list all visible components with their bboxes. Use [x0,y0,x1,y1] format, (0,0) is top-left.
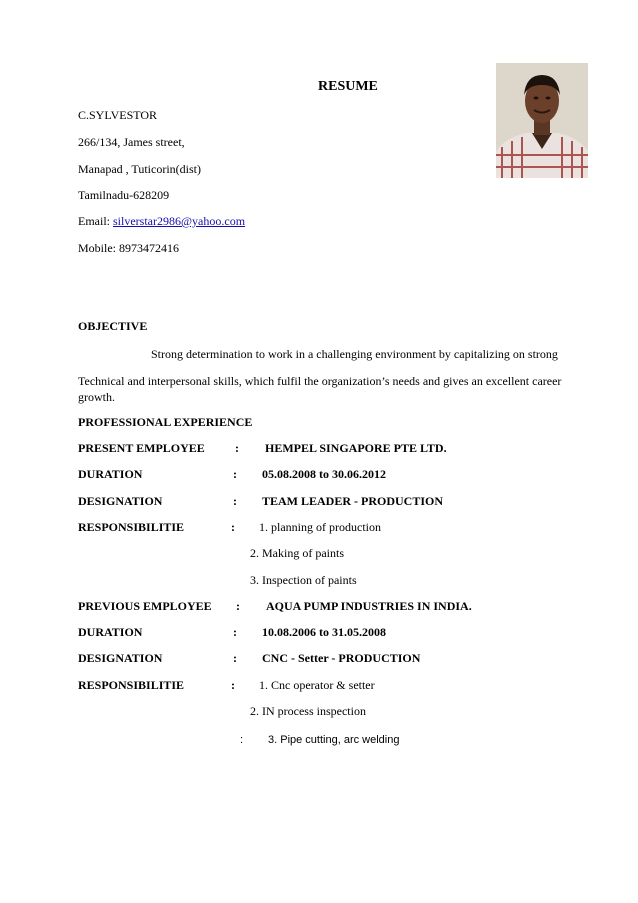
present-designation-label: DESIGNATION [78,494,163,508]
resume-title: RESUME [318,79,378,94]
mobile-line: Mobile: 8973472416 [78,241,179,255]
previous-resp-item: 1. Cnc operator & setter [259,678,375,692]
previous-resp-label: RESPONSIBILITIE [78,678,185,692]
present-resp-item: 2. Making of paints [250,546,344,560]
separator-colon: : [233,494,237,508]
present-duration-value: 05.08.2008 to 30.06.2012 [262,467,386,481]
separator-colon: : [231,520,235,534]
email-line [78,214,245,228]
email-link[interactable]: silverstar2986@yahoo.com [113,214,246,228]
previous-resp-item: 2. IN process inspection [250,704,366,718]
previous-resp-item: 3. Pipe cutting, arc welding [268,734,400,746]
present-employee-value: HEMPEL SINGAPORE PTE LTD. [265,441,447,455]
present-resp-item: 1. planning of production [259,520,381,534]
profile-photo-illustration [496,63,588,178]
previous-employee-label: PREVIOUS EMPLOYEE [78,599,212,613]
address-line-2: Manapad , Tuticorin(dist) [78,162,201,176]
present-designation-value: TEAM LEADER - PRODUCTION [262,494,444,508]
present-resp-label: RESPONSIBILITIE [78,520,185,534]
previous-designation-value: CNC - Setter - PRODUCTION [262,651,421,665]
separator-colon: : [235,441,239,455]
objective-line-3: growth. [78,390,115,404]
separator-colon: : [236,599,240,613]
separator-colon: : [233,467,237,481]
applicant-name: C.SYLVESTOR [78,108,158,122]
separator-colon: : [231,678,235,692]
previous-designation-label: DESIGNATION [78,651,163,665]
present-duration-label: DURATION [78,467,143,481]
objective-line-2: Technical and interpersonal skills, which fulfil the organization’s needs and gives an excellent career [78,374,562,388]
objective-line-1: Strong determination to work in a challenging environment by capitalizing on strong [151,347,558,361]
previous-duration-label: DURATION [78,625,143,639]
separator-colon: : [233,625,237,639]
address-line-3: Tamilnadu-628209 [78,188,170,202]
experience-heading: PROFESSIONAL EXPERIENCE [78,415,253,429]
email-label: Email: [78,214,113,228]
present-resp-item: 3. Inspection of paints [250,573,357,587]
profile-photo [496,63,588,178]
address-line-1: 266/134, James street, [78,135,185,149]
previous-duration-value: 10.08.2006 to 31.05.2008 [262,625,386,639]
present-employee-label: PRESENT EMPLOYEE [78,441,205,455]
objective-heading: OBJECTIVE [78,319,148,333]
separator-colon: : [240,734,244,746]
separator-colon: : [233,651,237,665]
previous-employee-value: AQUA PUMP INDUSTRIES IN INDIA. [266,599,472,613]
